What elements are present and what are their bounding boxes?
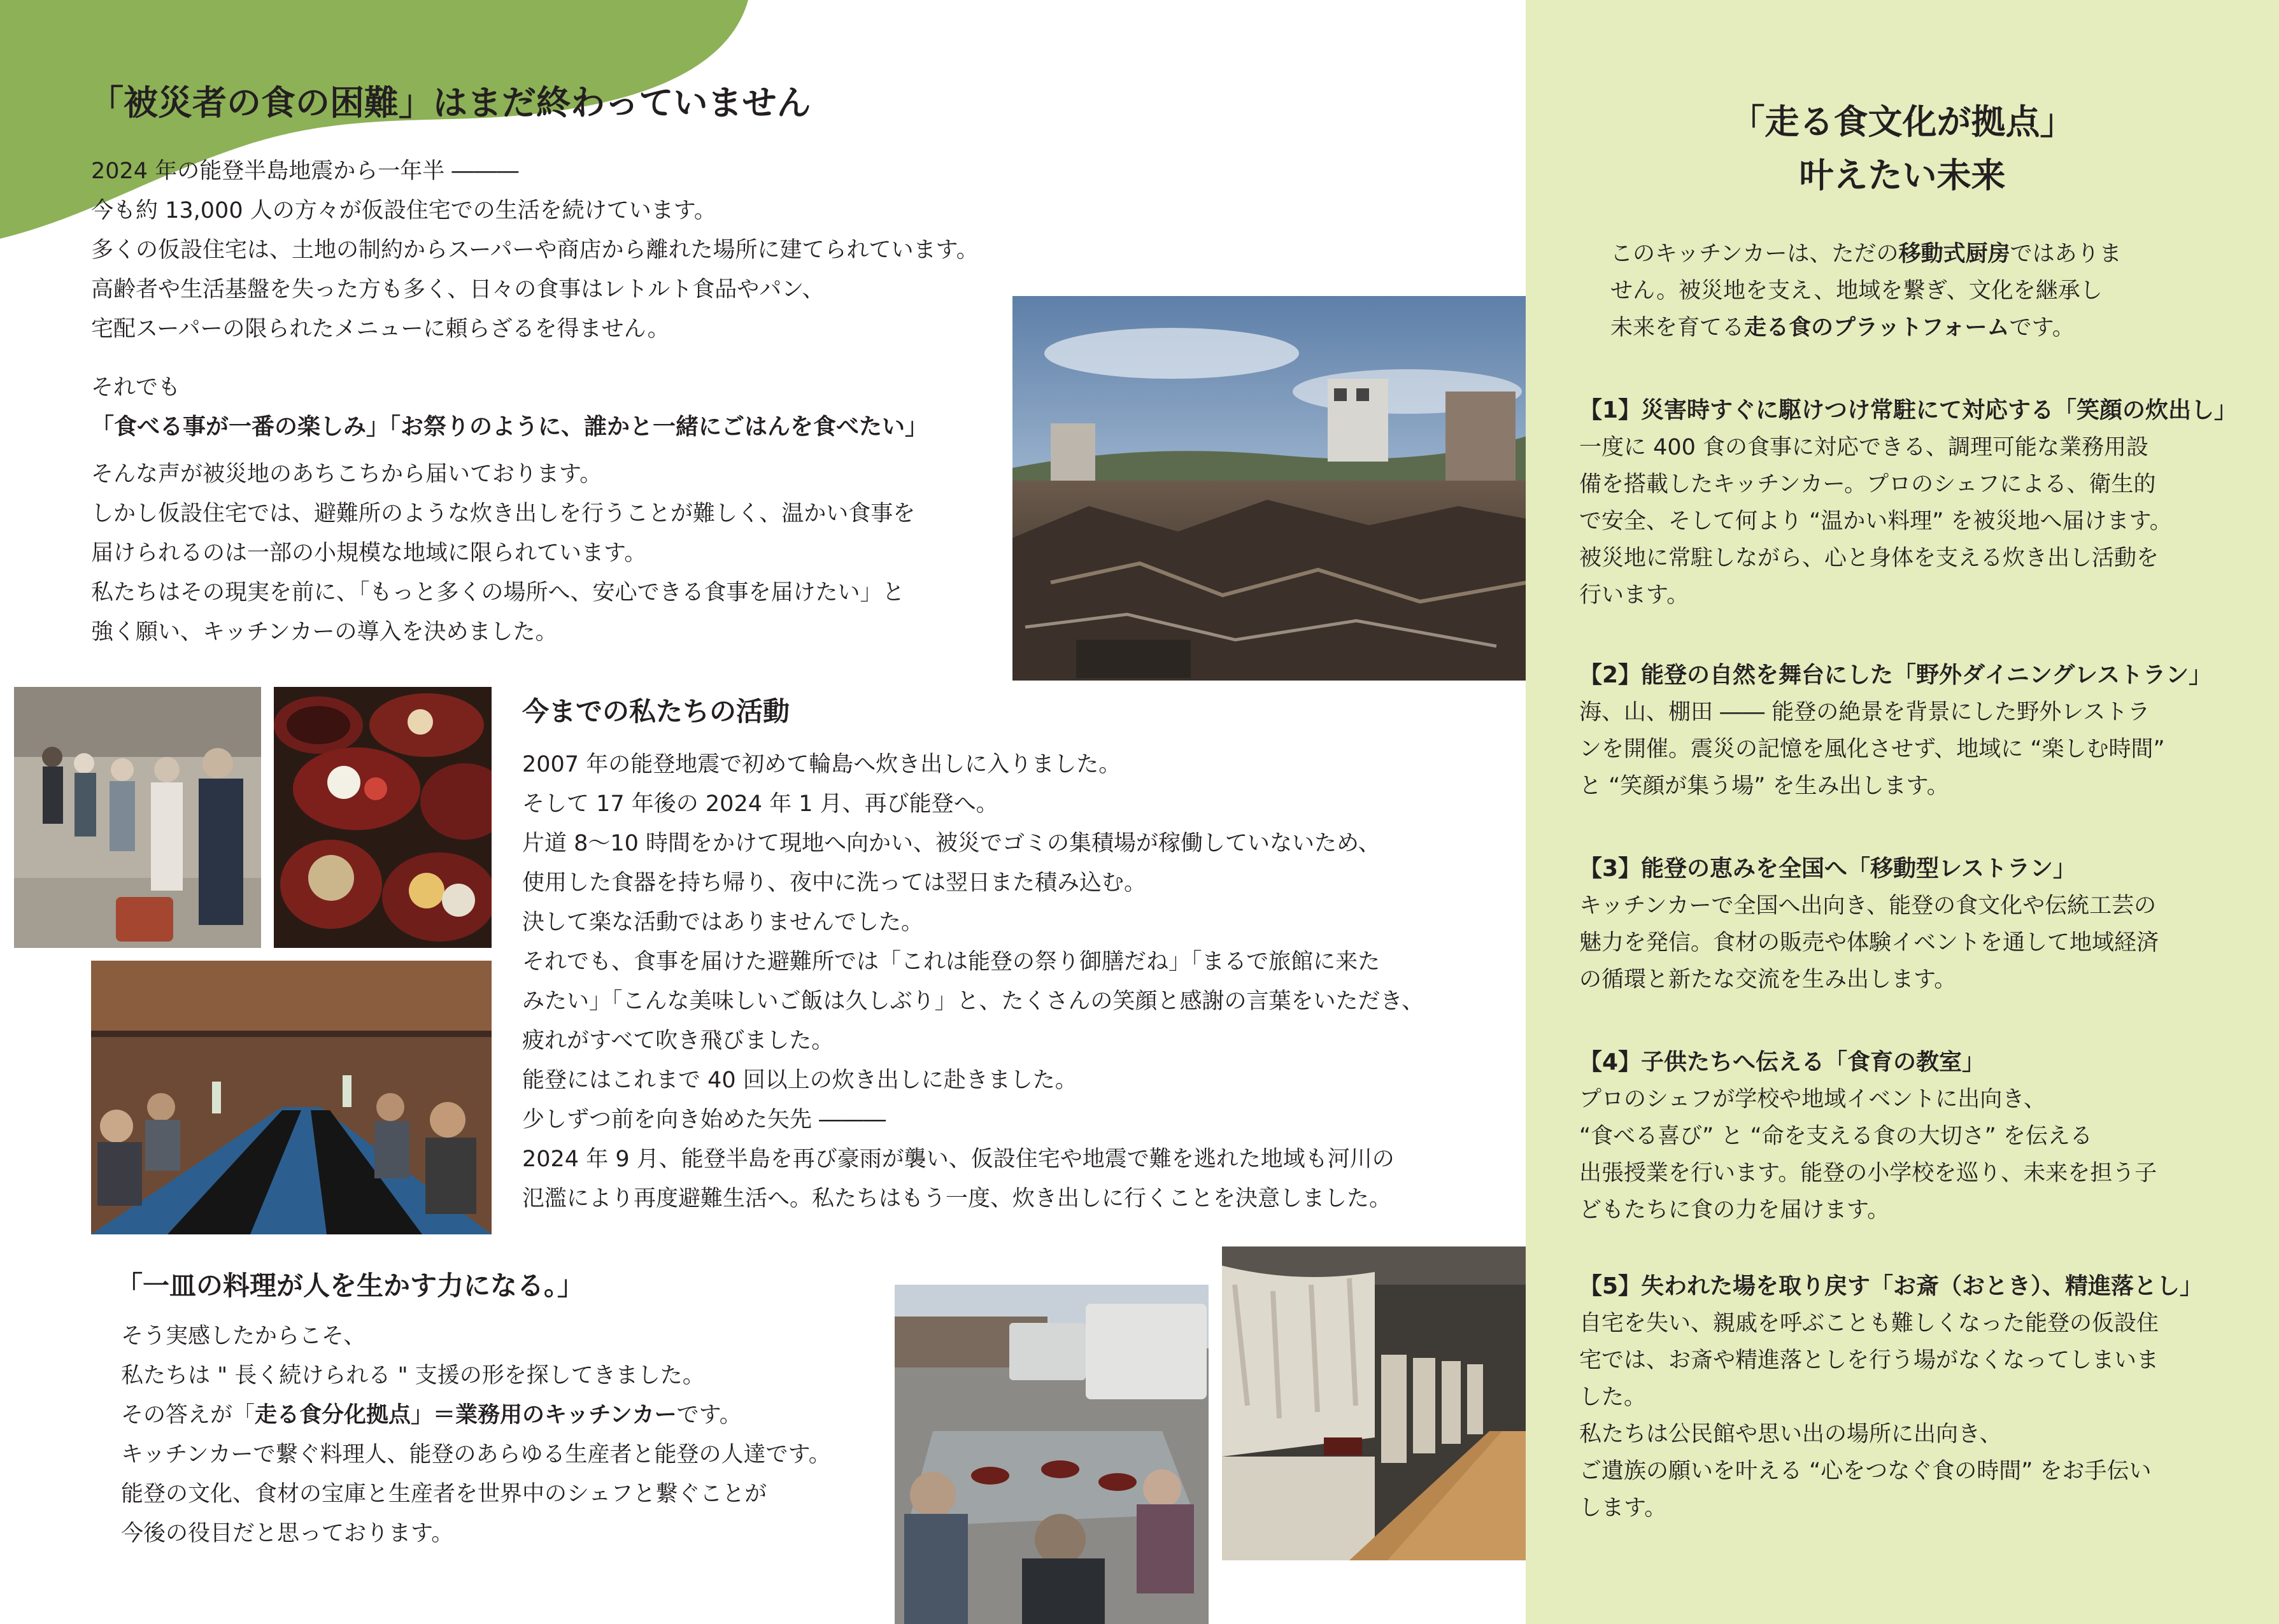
activities-line: 使用した食器を持ち帰り、夜中に洗っては翌日また積み込む。 — [522, 870, 1147, 896]
future-item-line: ご遺族の願いを叶える “心をつなぐ食の時間” をお手伝い — [1579, 1458, 2152, 1484]
future-item-line: で安全、そして何より “温かい料理” を被災地へ届けます。 — [1579, 509, 2172, 534]
future-intro — [1610, 236, 2122, 346]
future-item-line: 一度に 400 食の食事に対応できる、調理可能な業務用設 — [1579, 435, 2149, 460]
future-vision-panel — [1526, 0, 2279, 1624]
future-intro-line: せん。被災地を支え、地域を繋ぎ、文化を継承し — [1610, 278, 2103, 304]
future-intro-post: ではありま — [2010, 241, 2122, 267]
bottom-line: 私たちは " 長く続けられる " 支援の形を探してきました。 — [121, 1363, 705, 1388]
bottom-line-answer-bold: 走る食分化拠点」＝業務用のキッチンカー — [255, 1402, 677, 1428]
intro-line: 今も約 13,000 人の方々が仮設住宅での生活を続けています。 — [91, 198, 716, 223]
intro-text — [91, 152, 979, 349]
bottom-heading: 「一皿の料理が人を生かす力になる。」 — [116, 1270, 585, 1301]
bottom-line-answer-post: です。 — [676, 1402, 742, 1428]
bottom-line-answer — [121, 1395, 831, 1435]
bottom-line: 今後の役目だと思っております。 — [121, 1521, 454, 1546]
main-heading: 「被災者の食の困難」はまだ終わっていません — [89, 83, 811, 123]
disaster-rubble-photo — [1012, 296, 1527, 681]
future-intro-post: です。 — [2009, 315, 2075, 341]
soredemo-text: それでも — [91, 375, 181, 400]
activities-line: みたい」「こんな美味しいご飯は久しぶり」と、たくさんの笑顔と感謝の言葉をいただき、 — [522, 989, 1424, 1014]
bottom-line: キッチンカーで繋ぐ料理人、能登のあらゆる生産者と能登の人達です。 — [121, 1442, 831, 1467]
voices-line: 私たちはその現実を前に、「もっと多くの場所へ、安心できる食事を届けたい」と — [91, 580, 905, 605]
activities-line: 氾濫により再度避難生活へ。私たちはもう一度、炊き出しに行くことを決意しました。 — [522, 1186, 1392, 1211]
activities-line: それでも、食事を届けた避難所では「これは能登の祭り御膳だね」「まるで旅館に来た — [522, 949, 1381, 975]
intro-line: 高齢者や生活基盤を失った方も多く、日々の食事はレトルト食品やパン、 — [91, 277, 825, 302]
bottom-text — [121, 1317, 831, 1553]
activities-text — [522, 745, 1424, 1218]
future-item-line: 宅では、お斎や精進落としを行う場がなくなってしまいま — [1579, 1348, 2159, 1373]
future-title-line2: 叶えたい未来 — [1799, 155, 2006, 195]
activities-line: 少しずつ前を向き始めた矢先 ――― — [522, 1107, 886, 1133]
future-item-line: 私たちは公民館や思い出の場所に出向き、 — [1579, 1422, 2002, 1447]
future-item-2 — [1579, 657, 2212, 805]
future-item-line: します。 — [1579, 1495, 1667, 1521]
future-item-line: 出張授業を行います。能登の小学校を巡り、未来を担う子 — [1579, 1161, 2157, 1186]
outdoor-meal-photo — [895, 1285, 1209, 1624]
activities-heading: 今までの私たちの活動 — [522, 696, 790, 727]
future-intro-line — [1610, 236, 2122, 272]
community-dining-hall-photo — [91, 961, 492, 1234]
activities-line: 疲れがすべて吹き飛びました。 — [522, 1028, 834, 1054]
future-item-line: 海、山、棚田 ―― 能登の絶景を背景にした野外レストラ — [1579, 700, 2150, 725]
activities-line: 2024 年 9 月、能登半島を再び豪雨が襲い、仮設住宅や地震で難を逃れた地域も河川の — [522, 1147, 1395, 1172]
future-item-line: 魅力を発信。食材の販売や体験イベントを通して地域経済 — [1579, 930, 2159, 956]
future-title-line1: 「走る食文化が拠点」 — [1730, 102, 2075, 142]
future-intro-pre: このキッチンカーは、ただの — [1610, 241, 1899, 267]
future-item-heading: 【4】子供たちへ伝える「食育の教室」 — [1579, 1049, 1985, 1075]
future-item-5 — [1579, 1268, 2203, 1527]
future-item-1 — [1579, 392, 2237, 614]
future-item-heading: 【5】失われた場を取り戻す「お斎（おとき）、精進落とし」 — [1579, 1273, 2203, 1299]
voices-block — [91, 368, 928, 652]
future-item-heading: 【3】能登の恵みを全国へ「移動型レストラン」 — [1579, 856, 2076, 882]
future-item-heading: 【1】災害時すぐに駆けつけ常駐にて対応する「笑顔の炊出し」 — [1579, 397, 2238, 423]
festive-meal-trays-photo — [274, 687, 492, 948]
future-item-heading: 【2】能登の自然を舞台にした「野外ダイニングレストラン」 — [1579, 662, 2212, 688]
activities-line: 決して楽な活動ではありませんでした。 — [522, 910, 924, 935]
future-intro-line — [1610, 309, 2122, 346]
future-item-line: ンを開催。震災の記憶を風化させず、地域に “楽しむ時間” — [1579, 737, 2165, 762]
future-item-line: 自宅を失い、親戚を呼ぶことも難しくなった能登の仮設住 — [1579, 1311, 2159, 1336]
voices-line: 強く願い、キッチンカーの導入を決めました。 — [91, 619, 558, 645]
intro-line: 宅配スーパーの限られたメニューに頼らざるを得ません。 — [91, 316, 670, 342]
activities-line: そして 17 年後の 2024 年 1 月、再び能登へ。 — [522, 791, 998, 817]
activities-line: 能登にはこれまで 40 回以上の炊き出しに赴きました。 — [522, 1068, 1077, 1093]
activities-line: 片道 8〜10 時間をかけて現地へ向かい、被災でゴミの集積場が稼働していないため、 — [522, 831, 1381, 856]
future-item-line: と “笑顔が集う場” を生み出します。 — [1579, 773, 1949, 799]
voices-line: そんな声が被災地のあちこちから届いております。 — [91, 462, 602, 487]
future-item-line: した。 — [1579, 1385, 1647, 1410]
voices-line: しかし仮設住宅では、避難所のような炊き出しを行うことが難しく、温かい食事を — [91, 501, 916, 526]
future-item-line: “食べる喜び” と “命を支える食の大切さ” を伝える — [1579, 1124, 2092, 1149]
future-item-3 — [1579, 851, 2159, 998]
bottom-line-answer-pre: その答えが「 — [121, 1402, 255, 1428]
future-item-4 — [1579, 1044, 2157, 1229]
future-item-line: 被災地に常駐しながら、心と身体を支える炊き出し活動を — [1579, 546, 2159, 571]
evacuees-queue-photo — [14, 687, 261, 948]
future-intro-pre: 未来を育てる — [1610, 315, 1745, 341]
voices-quote: 「食べる事が一番の楽しみ」「お祭りのように、誰かと一緒にごはんを食べたい」 — [91, 414, 928, 440]
future-item-line: どもたちに食の力を届けます。 — [1579, 1197, 1890, 1223]
future-item-line: 備を搭載したキッチンカー。プロのシェフによる、衛生的 — [1579, 472, 2156, 497]
temporary-shelter-partitions-photo — [1222, 1246, 1527, 1560]
intro-line: 多くの仮設住宅は、土地の制約からスーパーや商店から離れた場所に建てられています。 — [91, 237, 979, 263]
voices-line: 届けられるのは一部の小規模な地域に限られています。 — [91, 540, 647, 566]
bottom-line: そう実感したからこそ、 — [121, 1324, 366, 1349]
future-item-line: 行います。 — [1579, 583, 1689, 608]
future-item-line: の循環と新たな交流を生み出します。 — [1579, 967, 1957, 992]
intro-line: 2024 年の能登半島地震から一年半 ――― — [91, 159, 519, 184]
future-item-line: キッチンカーで全国へ出向き、能登の食文化や伝統工芸の — [1579, 893, 2157, 919]
activities-line: 2007 年の能登地震で初めて輪島へ炊き出しに入りました。 — [522, 752, 1121, 777]
future-intro-bold: 移動式厨房 — [1898, 241, 2010, 267]
bottom-line: 能登の文化、食材の宝庫と生産者を世界中のシェフと繋ぐことが — [121, 1481, 767, 1507]
future-item-line: プロのシェフが学校や地域イベントに出向き、 — [1579, 1087, 2046, 1112]
future-intro-bold: 走る食のプラットフォーム — [1744, 315, 2010, 341]
